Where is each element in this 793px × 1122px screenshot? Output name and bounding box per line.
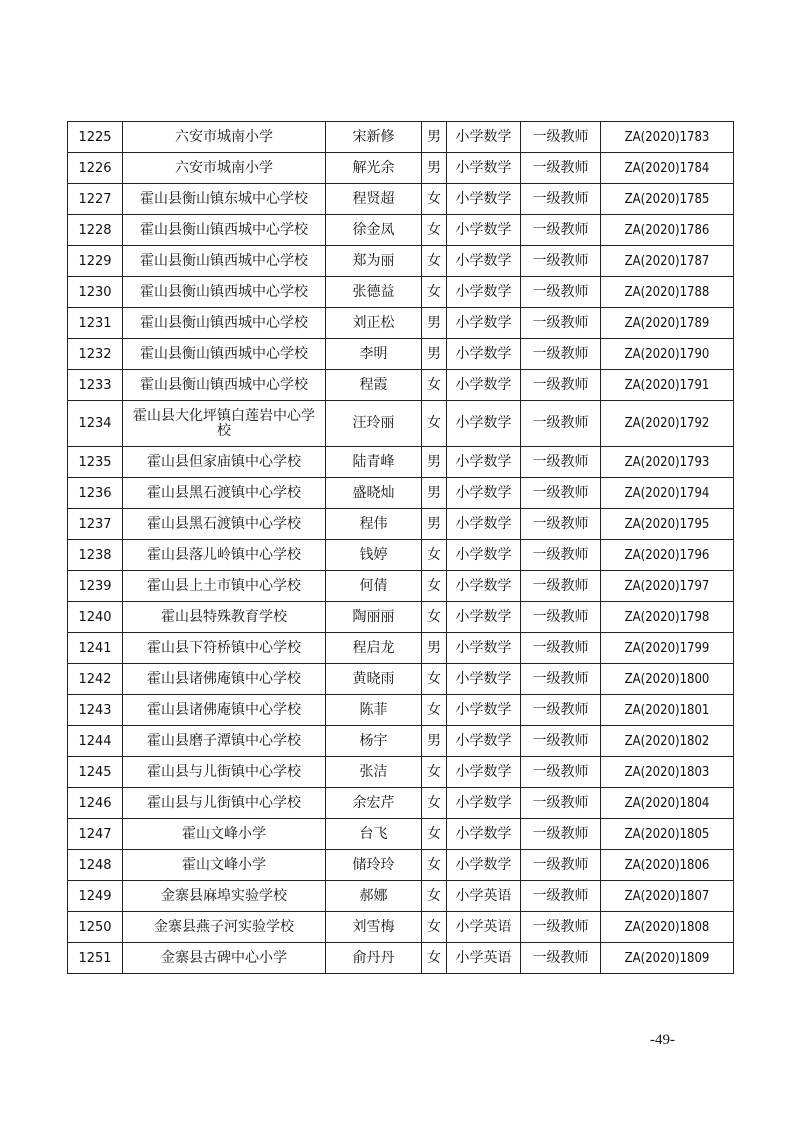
cell-certificate: ZA(2020)1809 [601,943,734,974]
cell-gender: 女 [422,881,447,912]
table-row [68,153,734,184]
cell-number: 1240 [68,602,123,633]
cell-school: 霍山县与儿街镇中心学校 [123,757,326,788]
cell-name: 刘正松 [326,308,422,339]
cell-number: 1245 [68,757,123,788]
cell-name: 余宏芹 [326,788,422,819]
cell-certificate: ZA(2020)1791 [601,370,734,401]
cell-title: 一级教师 [521,308,601,339]
cell-gender: 男 [422,153,447,184]
cell-gender: 女 [422,184,447,215]
cell-gender: 女 [422,695,447,726]
cell-gender: 男 [422,122,447,153]
cell-subject: 小学数学 [447,633,521,664]
cell-number: 1241 [68,633,123,664]
cell-subject: 小学英语 [447,881,521,912]
cell-title: 一级教师 [521,339,601,370]
cell-certificate: ZA(2020)1803 [601,757,734,788]
cell-title: 一级教师 [521,912,601,943]
cell-title: 一级教师 [521,695,601,726]
cell-title: 一级教师 [521,633,601,664]
cell-title: 一级教师 [521,664,601,695]
cell-gender: 男 [422,308,447,339]
cell-subject: 小学英语 [447,943,521,974]
cell-name: 陈菲 [326,695,422,726]
cell-number: 1231 [68,308,123,339]
table-row [68,726,734,757]
cell-subject: 小学数学 [447,246,521,277]
cell-number: 1242 [68,664,123,695]
cell-number: 1234 [68,401,123,447]
cell-title: 一级教师 [521,509,601,540]
cell-gender: 女 [422,246,447,277]
cell-subject: 小学数学 [447,695,521,726]
cell-name: 程启龙 [326,633,422,664]
cell-school: 霍山县衡山镇西城中心学校 [123,308,326,339]
cell-school: 霍山县衡山镇东城中心学校 [123,184,326,215]
cell-school: 金寨县麻埠实验学校 [123,881,326,912]
cell-certificate: ZA(2020)1804 [601,788,734,819]
cell-gender: 女 [422,277,447,308]
cell-certificate: ZA(2020)1802 [601,726,734,757]
cell-certificate: ZA(2020)1792 [601,401,734,447]
cell-certificate: ZA(2020)1797 [601,571,734,602]
cell-number: 1243 [68,695,123,726]
cell-subject: 小学数学 [447,122,521,153]
cell-subject: 小学数学 [447,602,521,633]
cell-school: 霍山县特殊教育学校 [123,602,326,633]
cell-subject: 小学数学 [447,850,521,881]
table-row [68,509,734,540]
cell-subject: 小学数学 [447,370,521,401]
cell-school: 霍山县磨子潭镇中心学校 [123,726,326,757]
cell-title: 一级教师 [521,478,601,509]
cell-number: 1230 [68,277,123,308]
cell-subject: 小学数学 [447,509,521,540]
cell-certificate: ZA(2020)1786 [601,215,734,246]
cell-name: 徐金凤 [326,215,422,246]
cell-school: 霍山文峰小学 [123,819,326,850]
cell-subject: 小学数学 [447,184,521,215]
cell-certificate: ZA(2020)1801 [601,695,734,726]
cell-gender: 女 [422,788,447,819]
cell-school: 霍山县衡山镇西城中心学校 [123,246,326,277]
cell-name: 郝娜 [326,881,422,912]
cell-gender: 女 [422,602,447,633]
cell-school: 六安市城南小学 [123,153,326,184]
cell-school: 霍山县诸佛庵镇中心学校 [123,695,326,726]
cell-title: 一级教师 [521,153,601,184]
cell-subject: 小学数学 [447,726,521,757]
cell-title: 一级教师 [521,881,601,912]
cell-name: 刘雪梅 [326,912,422,943]
cell-school: 六安市城南小学 [123,122,326,153]
cell-gender: 女 [422,819,447,850]
table-row [68,664,734,695]
cell-school: 霍山县黑石渡镇中心学校 [123,478,326,509]
cell-subject: 小学数学 [447,788,521,819]
table-row [68,788,734,819]
cell-gender: 女 [422,757,447,788]
table-row [68,602,734,633]
page-number: -49- [650,1032,675,1048]
cell-gender: 女 [422,912,447,943]
cell-title: 一级教师 [521,602,601,633]
cell-name: 陆青峰 [326,447,422,478]
cell-number: 1247 [68,819,123,850]
cell-certificate: ZA(2020)1805 [601,819,734,850]
cell-name: 陶丽丽 [326,602,422,633]
cell-title: 一级教师 [521,788,601,819]
cell-title: 一级教师 [521,540,601,571]
cell-name: 储玲玲 [326,850,422,881]
cell-certificate: ZA(2020)1808 [601,912,734,943]
cell-title: 一级教师 [521,370,601,401]
cell-name: 张德益 [326,277,422,308]
cell-number: 1226 [68,153,123,184]
table-row [68,308,734,339]
cell-number: 1227 [68,184,123,215]
cell-title: 一级教师 [521,943,601,974]
table-row [68,215,734,246]
cell-gender: 男 [422,726,447,757]
table-row [68,246,734,277]
cell-title: 一级教师 [521,819,601,850]
cell-certificate: ZA(2020)1794 [601,478,734,509]
cell-school: 霍山县落儿岭镇中心学校 [123,540,326,571]
cell-number: 1233 [68,370,123,401]
cell-number: 1239 [68,571,123,602]
cell-school: 霍山文峰小学 [123,850,326,881]
cell-school: 霍山县衡山镇西城中心学校 [123,215,326,246]
cell-gender: 女 [422,943,447,974]
teacher-roster-table [67,121,734,974]
cell-name: 俞丹丹 [326,943,422,974]
cell-number: 1249 [68,881,123,912]
table-row [68,819,734,850]
cell-certificate: ZA(2020)1796 [601,540,734,571]
cell-number: 1244 [68,726,123,757]
table-row [68,695,734,726]
table-row [68,633,734,664]
cell-title: 一级教师 [521,246,601,277]
cell-title: 一级教师 [521,757,601,788]
cell-certificate: ZA(2020)1784 [601,153,734,184]
table-row [68,571,734,602]
table-row [68,122,734,153]
cell-gender: 男 [422,339,447,370]
cell-subject: 小学数学 [447,215,521,246]
table-row [68,339,734,370]
cell-certificate: ZA(2020)1806 [601,850,734,881]
cell-school: 霍山县衡山镇西城中心学校 [123,339,326,370]
cell-number: 1225 [68,122,123,153]
table-row [68,277,734,308]
cell-school: 霍山县上土市镇中心学校 [123,571,326,602]
cell-name: 程伟 [326,509,422,540]
cell-school: 金寨县古碑中心小学 [123,943,326,974]
cell-subject: 小学数学 [447,478,521,509]
cell-certificate: ZA(2020)1795 [601,509,734,540]
cell-name: 黄晓雨 [326,664,422,695]
cell-title: 一级教师 [521,726,601,757]
cell-number: 1238 [68,540,123,571]
table-body [68,122,734,974]
cell-title: 一级教师 [521,850,601,881]
cell-school: 霍山县衡山镇西城中心学校 [123,277,326,308]
cell-title: 一级教师 [521,401,601,447]
cell-certificate: ZA(2020)1799 [601,633,734,664]
cell-subject: 小学数学 [447,571,521,602]
cell-certificate: ZA(2020)1785 [601,184,734,215]
cell-certificate: ZA(2020)1807 [601,881,734,912]
cell-name: 宋新修 [326,122,422,153]
cell-subject: 小学数学 [447,308,521,339]
cell-number: 1237 [68,509,123,540]
cell-certificate: ZA(2020)1790 [601,339,734,370]
cell-gender: 男 [422,478,447,509]
cell-subject: 小学数学 [447,153,521,184]
cell-gender: 男 [422,633,447,664]
cell-name: 李明 [326,339,422,370]
cell-subject: 小学数学 [447,757,521,788]
table-row [68,184,734,215]
cell-number: 1250 [68,912,123,943]
cell-subject: 小学数学 [447,447,521,478]
cell-name: 何倩 [326,571,422,602]
cell-gender: 男 [422,509,447,540]
cell-subject: 小学英语 [447,912,521,943]
cell-subject: 小学数学 [447,664,521,695]
cell-certificate: ZA(2020)1798 [601,602,734,633]
cell-number: 1246 [68,788,123,819]
table-row [68,912,734,943]
cell-number: 1228 [68,215,123,246]
cell-certificate: ZA(2020)1783 [601,122,734,153]
cell-gender: 女 [422,215,447,246]
cell-gender: 女 [422,664,447,695]
cell-gender: 女 [422,540,447,571]
cell-school: 霍山县衡山镇西城中心学校 [123,370,326,401]
cell-school: 霍山县与儿街镇中心学校 [123,788,326,819]
cell-subject: 小学数学 [447,819,521,850]
table-row [68,757,734,788]
cell-certificate: ZA(2020)1789 [601,308,734,339]
cell-title: 一级教师 [521,122,601,153]
cell-certificate: ZA(2020)1788 [601,277,734,308]
cell-gender: 女 [422,401,447,447]
table-row [68,881,734,912]
cell-name: 钱婷 [326,540,422,571]
cell-school: 霍山县诸佛庵镇中心学校 [123,664,326,695]
cell-name: 解光余 [326,153,422,184]
table-row [68,850,734,881]
cell-subject: 小学数学 [447,277,521,308]
table-row [68,540,734,571]
cell-title: 一级教师 [521,571,601,602]
cell-number: 1232 [68,339,123,370]
cell-title: 一级教师 [521,277,601,308]
cell-name: 郑为丽 [326,246,422,277]
cell-gender: 男 [422,447,447,478]
cell-name: 张洁 [326,757,422,788]
cell-gender: 女 [422,571,447,602]
cell-name: 台飞 [326,819,422,850]
cell-certificate: ZA(2020)1793 [601,447,734,478]
table-row [68,943,734,974]
cell-certificate: ZA(2020)1787 [601,246,734,277]
table-row [68,401,734,447]
cell-school: 霍山县但家庙镇中心学校 [123,447,326,478]
cell-number: 1229 [68,246,123,277]
cell-title: 一级教师 [521,184,601,215]
table-row [68,447,734,478]
cell-school: 霍山县黑石渡镇中心学校 [123,509,326,540]
cell-title: 一级教师 [521,215,601,246]
cell-subject: 小学数学 [447,540,521,571]
cell-name: 汪玲丽 [326,401,422,447]
cell-number: 1251 [68,943,123,974]
cell-name: 盛晓灿 [326,478,422,509]
table-row [68,370,734,401]
cell-school: 霍山县下符桥镇中心学校 [123,633,326,664]
cell-school: 霍山县大化坪镇白莲岩中心学校 [123,401,326,447]
cell-subject: 小学数学 [447,339,521,370]
cell-number: 1235 [68,447,123,478]
cell-name: 杨宇 [326,726,422,757]
cell-certificate: ZA(2020)1800 [601,664,734,695]
cell-subject: 小学数学 [447,401,521,447]
cell-title: 一级教师 [521,447,601,478]
cell-name: 程贤超 [326,184,422,215]
cell-gender: 女 [422,850,447,881]
cell-number: 1236 [68,478,123,509]
cell-name: 程霞 [326,370,422,401]
table-row [68,478,734,509]
cell-gender: 女 [422,370,447,401]
cell-school: 金寨县燕子河实验学校 [123,912,326,943]
cell-number: 1248 [68,850,123,881]
